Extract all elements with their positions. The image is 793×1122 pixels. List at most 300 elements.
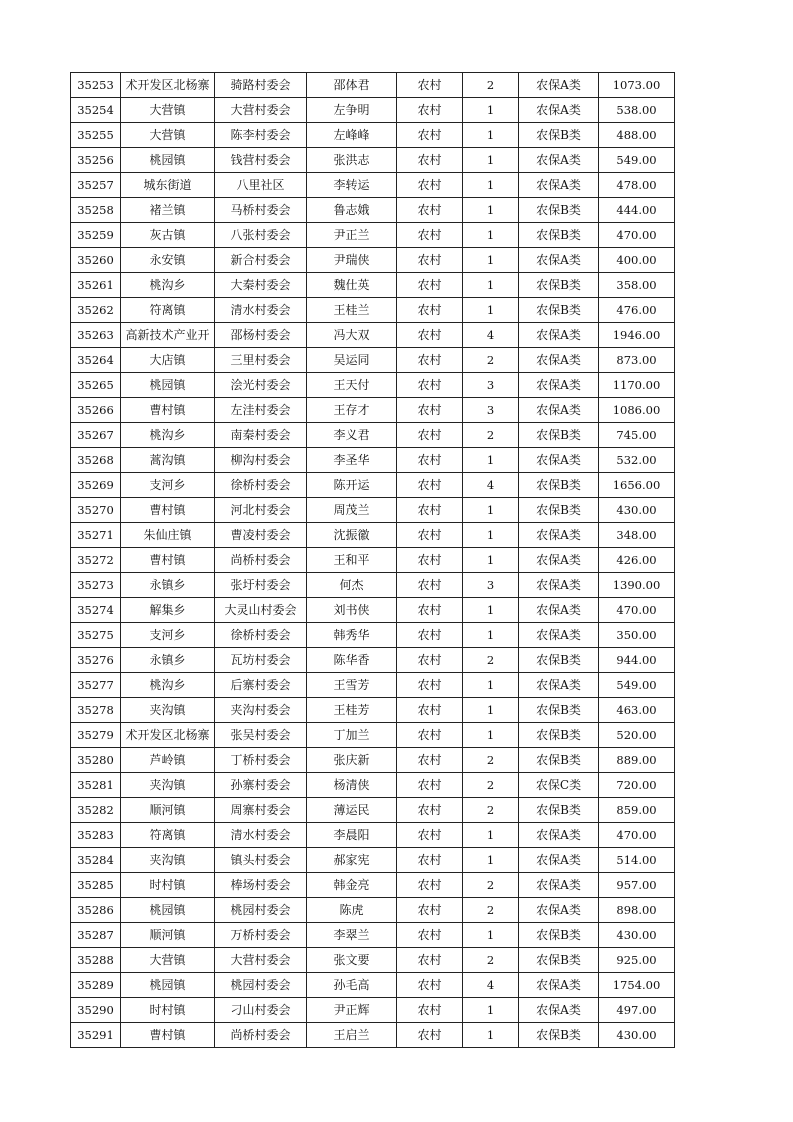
village-cell: 柳沟村委会 — [215, 448, 307, 473]
area-type-cell: 农村 — [397, 648, 463, 673]
insurance-type-cell: 农保A类 — [519, 673, 599, 698]
amount-cell: 497.00 — [599, 998, 675, 1023]
record-id-cell: 35265 — [71, 373, 121, 398]
table-row — [71, 923, 675, 948]
town-cell: 曹村镇 — [121, 548, 215, 573]
record-id-cell: 35275 — [71, 623, 121, 648]
table-row — [71, 98, 675, 123]
table-row — [71, 498, 675, 523]
insurance-type-cell: 农保B类 — [519, 698, 599, 723]
town-cell: 时村镇 — [121, 873, 215, 898]
amount-cell: 470.00 — [599, 823, 675, 848]
area-type-cell: 农村 — [397, 698, 463, 723]
household-count-cell: 3 — [463, 373, 519, 398]
insurance-type-cell: 农保A类 — [519, 398, 599, 423]
household-count-cell: 2 — [463, 748, 519, 773]
record-id-cell: 35267 — [71, 423, 121, 448]
town-cell: 支河乡 — [121, 473, 215, 498]
household-count-cell: 1 — [463, 848, 519, 873]
village-cell: 三里村委会 — [215, 348, 307, 373]
area-type-cell: 农村 — [397, 598, 463, 623]
insurance-type-cell: 农保B类 — [519, 298, 599, 323]
amount-cell: 430.00 — [599, 498, 675, 523]
area-type-cell: 农村 — [397, 373, 463, 398]
household-count-cell: 1 — [463, 248, 519, 273]
village-cell: 瓦坊村委会 — [215, 648, 307, 673]
insurance-type-cell: 农保C类 — [519, 773, 599, 798]
household-count-cell: 3 — [463, 573, 519, 598]
household-count-cell: 2 — [463, 423, 519, 448]
insurance-type-cell: 农保A类 — [519, 448, 599, 473]
table-row — [71, 548, 675, 573]
table-row — [71, 448, 675, 473]
village-cell: 清水村委会 — [215, 298, 307, 323]
amount-cell: 520.00 — [599, 723, 675, 748]
record-id-cell: 35278 — [71, 698, 121, 723]
insurance-type-cell: 农保B类 — [519, 923, 599, 948]
household-count-cell: 2 — [463, 948, 519, 973]
village-cell: 曹凌村委会 — [215, 523, 307, 548]
village-cell: 尚桥村委会 — [215, 548, 307, 573]
village-cell: 八里社区 — [215, 173, 307, 198]
village-cell: 南秦村委会 — [215, 423, 307, 448]
household-count-cell: 1 — [463, 548, 519, 573]
amount-cell: 538.00 — [599, 98, 675, 123]
household-count-cell: 1 — [463, 148, 519, 173]
name-cell: 陈华香 — [307, 648, 397, 673]
village-cell: 夹沟村委会 — [215, 698, 307, 723]
town-cell: 桃园镇 — [121, 373, 215, 398]
insurance-type-cell: 农保A类 — [519, 173, 599, 198]
area-type-cell: 农村 — [397, 198, 463, 223]
area-type-cell: 农村 — [397, 423, 463, 448]
area-type-cell: 农村 — [397, 748, 463, 773]
area-type-cell: 农村 — [397, 173, 463, 198]
insurance-type-cell: 农保B类 — [519, 1023, 599, 1048]
table-row — [71, 423, 675, 448]
area-type-cell: 农村 — [397, 573, 463, 598]
name-cell: 韩金亮 — [307, 873, 397, 898]
household-count-cell: 1 — [463, 823, 519, 848]
name-cell: 杨清侠 — [307, 773, 397, 798]
town-cell: 顺河镇 — [121, 923, 215, 948]
household-count-cell: 1 — [463, 723, 519, 748]
household-count-cell: 1 — [463, 298, 519, 323]
record-id-cell: 35290 — [71, 998, 121, 1023]
village-cell: 大秦村委会 — [215, 273, 307, 298]
amount-cell: 470.00 — [599, 598, 675, 623]
table-row — [71, 773, 675, 798]
household-count-cell: 1 — [463, 198, 519, 223]
name-cell: 周茂兰 — [307, 498, 397, 523]
insurance-type-cell: 农保A类 — [519, 573, 599, 598]
insurance-type-cell: 农保B类 — [519, 798, 599, 823]
area-type-cell: 农村 — [397, 1023, 463, 1048]
name-cell: 鲁志娥 — [307, 198, 397, 223]
table-row — [71, 248, 675, 273]
name-cell: 陈虎 — [307, 898, 397, 923]
insurance-type-cell: 农保A类 — [519, 148, 599, 173]
name-cell: 尹正兰 — [307, 223, 397, 248]
area-type-cell: 农村 — [397, 473, 463, 498]
insurance-type-cell: 农保A类 — [519, 523, 599, 548]
name-cell: 刘书侠 — [307, 598, 397, 623]
table-row — [71, 223, 675, 248]
town-cell: 桃园镇 — [121, 898, 215, 923]
insurance-type-cell: 农保B类 — [519, 198, 599, 223]
insurance-type-cell: 农保A类 — [519, 973, 599, 998]
area-type-cell: 农村 — [397, 448, 463, 473]
record-id-cell: 35271 — [71, 523, 121, 548]
village-cell: 张圩村委会 — [215, 573, 307, 598]
village-cell: 尚桥村委会 — [215, 1023, 307, 1048]
town-cell: 大营镇 — [121, 948, 215, 973]
town-cell: 曹村镇 — [121, 498, 215, 523]
village-cell: 徐桥村委会 — [215, 623, 307, 648]
area-type-cell: 农村 — [397, 148, 463, 173]
amount-cell: 358.00 — [599, 273, 675, 298]
town-cell: 桃沟乡 — [121, 423, 215, 448]
record-id-cell: 35268 — [71, 448, 121, 473]
town-cell: 桃沟乡 — [121, 673, 215, 698]
household-count-cell: 1 — [463, 123, 519, 148]
name-cell: 李圣华 — [307, 448, 397, 473]
town-cell: 大营镇 — [121, 98, 215, 123]
amount-cell: 348.00 — [599, 523, 675, 548]
town-cell: 术开发区北杨寨 — [121, 73, 215, 98]
town-cell: 夹沟镇 — [121, 698, 215, 723]
household-count-cell: 2 — [463, 798, 519, 823]
village-cell: 浍光村委会 — [215, 373, 307, 398]
name-cell: 左争明 — [307, 98, 397, 123]
name-cell: 王启兰 — [307, 1023, 397, 1048]
town-cell: 夹沟镇 — [121, 848, 215, 873]
name-cell: 王和平 — [307, 548, 397, 573]
insurance-type-cell: 农保A类 — [519, 873, 599, 898]
amount-cell: 1656.00 — [599, 473, 675, 498]
household-count-cell: 3 — [463, 398, 519, 423]
area-type-cell: 农村 — [397, 248, 463, 273]
area-type-cell: 农村 — [397, 673, 463, 698]
amount-cell: 470.00 — [599, 223, 675, 248]
amount-cell: 925.00 — [599, 948, 675, 973]
insurance-type-cell: 农保B类 — [519, 473, 599, 498]
household-count-cell: 1 — [463, 923, 519, 948]
record-id-cell: 35257 — [71, 173, 121, 198]
household-count-cell: 1 — [463, 173, 519, 198]
record-id-cell: 35289 — [71, 973, 121, 998]
area-type-cell: 农村 — [397, 348, 463, 373]
insurance-type-cell: 农保A类 — [519, 73, 599, 98]
record-id-cell: 35281 — [71, 773, 121, 798]
amount-cell: 944.00 — [599, 648, 675, 673]
insurance-type-cell: 农保A类 — [519, 598, 599, 623]
name-cell: 丁加兰 — [307, 723, 397, 748]
town-cell: 支河乡 — [121, 623, 215, 648]
record-id-cell: 35280 — [71, 748, 121, 773]
record-id-cell: 35258 — [71, 198, 121, 223]
area-type-cell: 农村 — [397, 323, 463, 348]
amount-cell: 859.00 — [599, 798, 675, 823]
area-type-cell: 农村 — [397, 548, 463, 573]
record-id-cell: 35291 — [71, 1023, 121, 1048]
area-type-cell: 农村 — [397, 923, 463, 948]
town-cell: 符离镇 — [121, 823, 215, 848]
name-cell: 张文要 — [307, 948, 397, 973]
household-count-cell: 1 — [463, 498, 519, 523]
village-cell: 邵杨村委会 — [215, 323, 307, 348]
area-type-cell: 农村 — [397, 98, 463, 123]
table-row — [71, 623, 675, 648]
village-cell: 马桥村委会 — [215, 198, 307, 223]
area-type-cell: 农村 — [397, 223, 463, 248]
name-cell: 孙毛高 — [307, 973, 397, 998]
amount-cell: 549.00 — [599, 148, 675, 173]
name-cell: 沈振徽 — [307, 523, 397, 548]
insurance-type-cell: 农保A类 — [519, 248, 599, 273]
town-cell: 曹村镇 — [121, 398, 215, 423]
town-cell: 桃沟乡 — [121, 273, 215, 298]
table-row — [71, 973, 675, 998]
village-cell: 陈李村委会 — [215, 123, 307, 148]
name-cell: 王雪芳 — [307, 673, 397, 698]
village-cell: 徐桥村委会 — [215, 473, 307, 498]
record-id-cell: 35254 — [71, 98, 121, 123]
household-count-cell: 1 — [463, 673, 519, 698]
village-cell: 周寨村委会 — [215, 798, 307, 823]
household-count-cell: 1 — [463, 448, 519, 473]
amount-cell: 720.00 — [599, 773, 675, 798]
village-cell: 丁桥村委会 — [215, 748, 307, 773]
household-count-cell: 1 — [463, 698, 519, 723]
table-row — [71, 73, 675, 98]
town-cell: 大营镇 — [121, 123, 215, 148]
area-type-cell: 农村 — [397, 623, 463, 648]
table-row — [71, 598, 675, 623]
amount-cell: 1073.00 — [599, 73, 675, 98]
area-type-cell: 农村 — [397, 998, 463, 1023]
household-records-table — [70, 72, 675, 1048]
name-cell: 张洪志 — [307, 148, 397, 173]
record-id-cell: 35262 — [71, 298, 121, 323]
record-id-cell: 35288 — [71, 948, 121, 973]
household-count-cell: 1 — [463, 273, 519, 298]
record-id-cell: 35272 — [71, 548, 121, 573]
table-row — [71, 723, 675, 748]
town-cell: 城东街道 — [121, 173, 215, 198]
area-type-cell: 农村 — [397, 973, 463, 998]
table-row — [71, 873, 675, 898]
insurance-type-cell: 农保B类 — [519, 648, 599, 673]
record-id-cell: 35274 — [71, 598, 121, 623]
amount-cell: 463.00 — [599, 698, 675, 723]
household-count-cell: 1 — [463, 1023, 519, 1048]
village-cell: 新合村委会 — [215, 248, 307, 273]
town-cell: 芦岭镇 — [121, 748, 215, 773]
village-cell: 清水村委会 — [215, 823, 307, 848]
amount-cell: 430.00 — [599, 923, 675, 948]
amount-cell: 889.00 — [599, 748, 675, 773]
record-id-cell: 35286 — [71, 898, 121, 923]
table-row — [71, 698, 675, 723]
table-row — [71, 823, 675, 848]
name-cell: 邵体君 — [307, 73, 397, 98]
name-cell: 王存才 — [307, 398, 397, 423]
table-row — [71, 748, 675, 773]
record-id-cell: 35263 — [71, 323, 121, 348]
town-cell: 永镇乡 — [121, 648, 215, 673]
insurance-type-cell: 农保B类 — [519, 948, 599, 973]
table-row — [71, 573, 675, 598]
amount-cell: 514.00 — [599, 848, 675, 873]
town-cell: 曹村镇 — [121, 1023, 215, 1048]
town-cell: 灰古镇 — [121, 223, 215, 248]
name-cell: 陈开运 — [307, 473, 397, 498]
amount-cell: 1754.00 — [599, 973, 675, 998]
name-cell: 张庆新 — [307, 748, 397, 773]
household-count-cell: 2 — [463, 873, 519, 898]
area-type-cell: 农村 — [397, 123, 463, 148]
village-cell: 钱营村委会 — [215, 148, 307, 173]
record-id-cell: 35283 — [71, 823, 121, 848]
amount-cell: 898.00 — [599, 898, 675, 923]
insurance-type-cell: 农保A类 — [519, 373, 599, 398]
household-count-cell: 1 — [463, 98, 519, 123]
record-id-cell: 35269 — [71, 473, 121, 498]
village-cell: 河北村委会 — [215, 498, 307, 523]
town-cell: 高新技术产业开 — [121, 323, 215, 348]
household-count-cell: 4 — [463, 473, 519, 498]
name-cell: 左峰峰 — [307, 123, 397, 148]
table-row — [71, 273, 675, 298]
village-cell: 大营村委会 — [215, 98, 307, 123]
village-cell: 张吴村委会 — [215, 723, 307, 748]
village-cell: 孙寨村委会 — [215, 773, 307, 798]
insurance-type-cell: 农保B类 — [519, 748, 599, 773]
village-cell: 骑路村委会 — [215, 73, 307, 98]
area-type-cell: 农村 — [397, 773, 463, 798]
village-cell: 桃园村委会 — [215, 973, 307, 998]
name-cell: 韩秀华 — [307, 623, 397, 648]
name-cell: 李转运 — [307, 173, 397, 198]
table-row — [71, 148, 675, 173]
insurance-type-cell: 农保A类 — [519, 823, 599, 848]
amount-cell: 873.00 — [599, 348, 675, 373]
record-id-cell: 35256 — [71, 148, 121, 173]
town-cell: 蒿沟镇 — [121, 448, 215, 473]
town-cell: 夹沟镇 — [121, 773, 215, 798]
name-cell: 王桂兰 — [307, 298, 397, 323]
record-id-cell: 35279 — [71, 723, 121, 748]
name-cell: 李义君 — [307, 423, 397, 448]
table-row — [71, 323, 675, 348]
town-cell: 桃园镇 — [121, 148, 215, 173]
table-row — [71, 523, 675, 548]
amount-cell: 478.00 — [599, 173, 675, 198]
table-row — [71, 398, 675, 423]
record-id-cell: 35253 — [71, 73, 121, 98]
amount-cell: 426.00 — [599, 548, 675, 573]
town-cell: 符离镇 — [121, 298, 215, 323]
amount-cell: 1946.00 — [599, 323, 675, 348]
town-cell: 朱仙庄镇 — [121, 523, 215, 548]
table-row — [71, 198, 675, 223]
table-row — [71, 673, 675, 698]
insurance-type-cell: 农保A类 — [519, 548, 599, 573]
household-count-cell: 1 — [463, 523, 519, 548]
town-cell: 永镇乡 — [121, 573, 215, 598]
record-id-cell: 35277 — [71, 673, 121, 698]
record-id-cell: 35282 — [71, 798, 121, 823]
table-row — [71, 123, 675, 148]
village-cell: 八张村委会 — [215, 223, 307, 248]
area-type-cell: 农村 — [397, 723, 463, 748]
village-cell: 镇头村委会 — [215, 848, 307, 873]
record-id-cell: 35287 — [71, 923, 121, 948]
table-row — [71, 798, 675, 823]
insurance-type-cell: 农保A类 — [519, 348, 599, 373]
name-cell: 薄运民 — [307, 798, 397, 823]
name-cell: 魏仕英 — [307, 273, 397, 298]
insurance-type-cell: 农保A类 — [519, 623, 599, 648]
amount-cell: 532.00 — [599, 448, 675, 473]
table-body — [71, 73, 675, 1048]
amount-cell: 444.00 — [599, 198, 675, 223]
amount-cell: 1170.00 — [599, 373, 675, 398]
household-count-cell: 1 — [463, 598, 519, 623]
town-cell: 顺河镇 — [121, 798, 215, 823]
record-id-cell: 35270 — [71, 498, 121, 523]
amount-cell: 488.00 — [599, 123, 675, 148]
table-row — [71, 473, 675, 498]
insurance-type-cell: 农保A类 — [519, 998, 599, 1023]
record-id-cell: 35255 — [71, 123, 121, 148]
table-row — [71, 648, 675, 673]
amount-cell: 957.00 — [599, 873, 675, 898]
amount-cell: 476.00 — [599, 298, 675, 323]
area-type-cell: 农村 — [397, 298, 463, 323]
town-cell: 永安镇 — [121, 248, 215, 273]
town-cell: 术开发区北杨寨 — [121, 723, 215, 748]
household-count-cell: 1 — [463, 998, 519, 1023]
area-type-cell: 农村 — [397, 523, 463, 548]
amount-cell: 430.00 — [599, 1023, 675, 1048]
village-cell: 大灵山村委会 — [215, 598, 307, 623]
village-cell: 左洼村委会 — [215, 398, 307, 423]
table-row — [71, 298, 675, 323]
household-count-cell: 4 — [463, 973, 519, 998]
insurance-type-cell: 农保A类 — [519, 898, 599, 923]
area-type-cell: 农村 — [397, 398, 463, 423]
household-count-cell: 2 — [463, 348, 519, 373]
name-cell: 何杰 — [307, 573, 397, 598]
area-type-cell: 农村 — [397, 823, 463, 848]
household-count-cell: 2 — [463, 898, 519, 923]
name-cell: 郝家宪 — [307, 848, 397, 873]
record-id-cell: 35276 — [71, 648, 121, 673]
table-row — [71, 373, 675, 398]
name-cell: 尹正辉 — [307, 998, 397, 1023]
insurance-type-cell: 农保A类 — [519, 98, 599, 123]
amount-cell: 1390.00 — [599, 573, 675, 598]
name-cell: 尹瑞侠 — [307, 248, 397, 273]
village-cell: 大营村委会 — [215, 948, 307, 973]
record-id-cell: 35285 — [71, 873, 121, 898]
record-id-cell: 35260 — [71, 248, 121, 273]
amount-cell: 350.00 — [599, 623, 675, 648]
village-cell: 刁山村委会 — [215, 998, 307, 1023]
insurance-type-cell: 农保B类 — [519, 123, 599, 148]
